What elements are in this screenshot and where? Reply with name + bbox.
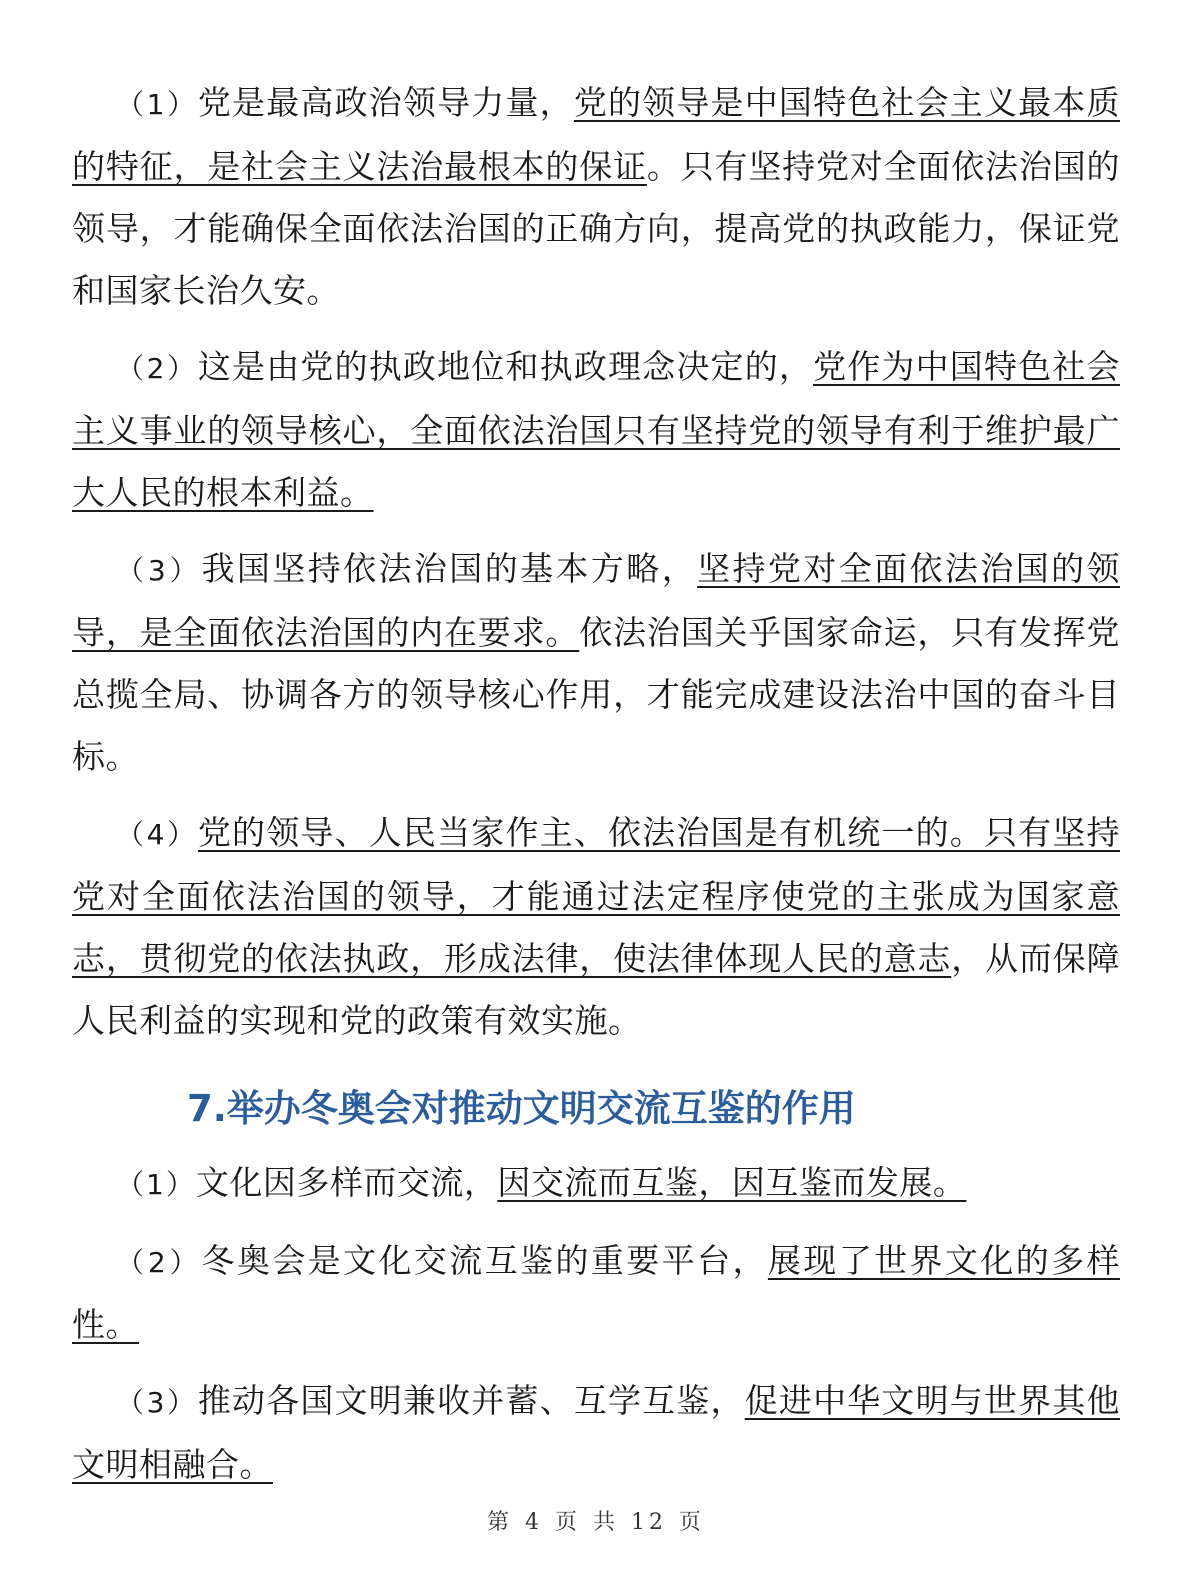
paragraph-6-3 [72, 538, 1120, 788]
underlined-text: 党作为中国特色社会主义事业的领导核心，全面依法治国只有坚持党的领导有利于维护最广大人民的根本利益。 [72, 347, 1121, 512]
item-number: （3） [116, 554, 202, 587]
paragraph-text: 依法治国关乎国家命运，只有发挥党总揽全局、协调各方的领导核心作用，才能完成建设法治中国的奋斗目标。 [72, 613, 1120, 776]
paragraph-7-1 [72, 1152, 1120, 1216]
paragraph-6-2 [72, 336, 1120, 524]
paragraph-6-4 [72, 802, 1120, 1052]
paragraph-text: 冬奥会是文化交流互鉴的重要平台， [201, 1241, 768, 1280]
underlined-text: 党的领导是中国特色社会主义最本质的特征，是社会主义法治最根本的保证 [72, 83, 1121, 186]
paragraph-6-1 [72, 72, 1120, 322]
paragraph-text: 党是最高政治领导力量， [197, 83, 574, 122]
paragraph-text: 我国坚持依法治国的基本方略， [201, 549, 698, 588]
page-footer [0, 1505, 1192, 1536]
page-total: 12 [631, 1510, 668, 1535]
item-number: （3） [116, 1386, 198, 1419]
footer-label: 共 [593, 1510, 620, 1535]
underlined-text: 坚持党对全面依法治国的领导，是全面依法治国的内在要求。 [72, 549, 1120, 652]
footer-label: 第 [486, 1510, 513, 1535]
paragraph-text: ，从而保障人民利益的实现和党的政策有效实施。 [72, 939, 1121, 1040]
underlined-text: 党的领导、人民当家作主、依法治国是有机统一的。只有坚持党对全面依法治国的领导，才能通过法定程序使党的主张成为国家意志，贯彻党的依法执政，形成法律，使法律体现人民的意志 [72, 813, 1120, 978]
paragraph-7-2 [72, 1230, 1120, 1356]
item-number: （1） [116, 1168, 196, 1201]
underlined-text: 促进中华文明与世界其他文明相融合。 [72, 1381, 1121, 1484]
paragraph-text: 推动各国文明兼收并蓄、互学互鉴， [197, 1381, 745, 1420]
item-number: （2） [116, 1246, 202, 1279]
item-number: （2） [116, 352, 198, 385]
section-7-body [72, 1152, 1120, 1496]
item-number: （1） [116, 88, 198, 121]
paragraph-text: 文化因多样而交流， [195, 1163, 498, 1202]
section-6-body [72, 72, 1120, 1052]
footer-label: 页 [554, 1510, 581, 1535]
item-number: （4） [116, 818, 198, 851]
paragraph-7-3 [72, 1370, 1120, 1496]
underlined-text: 因交流而互鉴，因互鉴而发展。 [497, 1163, 967, 1202]
footer-label: 页 [679, 1510, 706, 1535]
page-number: 4 [524, 1510, 543, 1535]
section-7-title: 7.举办冬奥会对推动文明交流互鉴的作用 [187, 1087, 856, 1130]
underlined-text: 展现了世界文化的多样性。 [72, 1241, 1120, 1344]
paragraph-text: 。只有坚持党对全面依法治国的领导，才能确保全面依法治国的正确方向，提高党的执政能力，保证党和国家长治久安。 [72, 147, 1121, 310]
paragraph-text: 这是由党的执政地位和执政理念决定的， [197, 347, 814, 386]
